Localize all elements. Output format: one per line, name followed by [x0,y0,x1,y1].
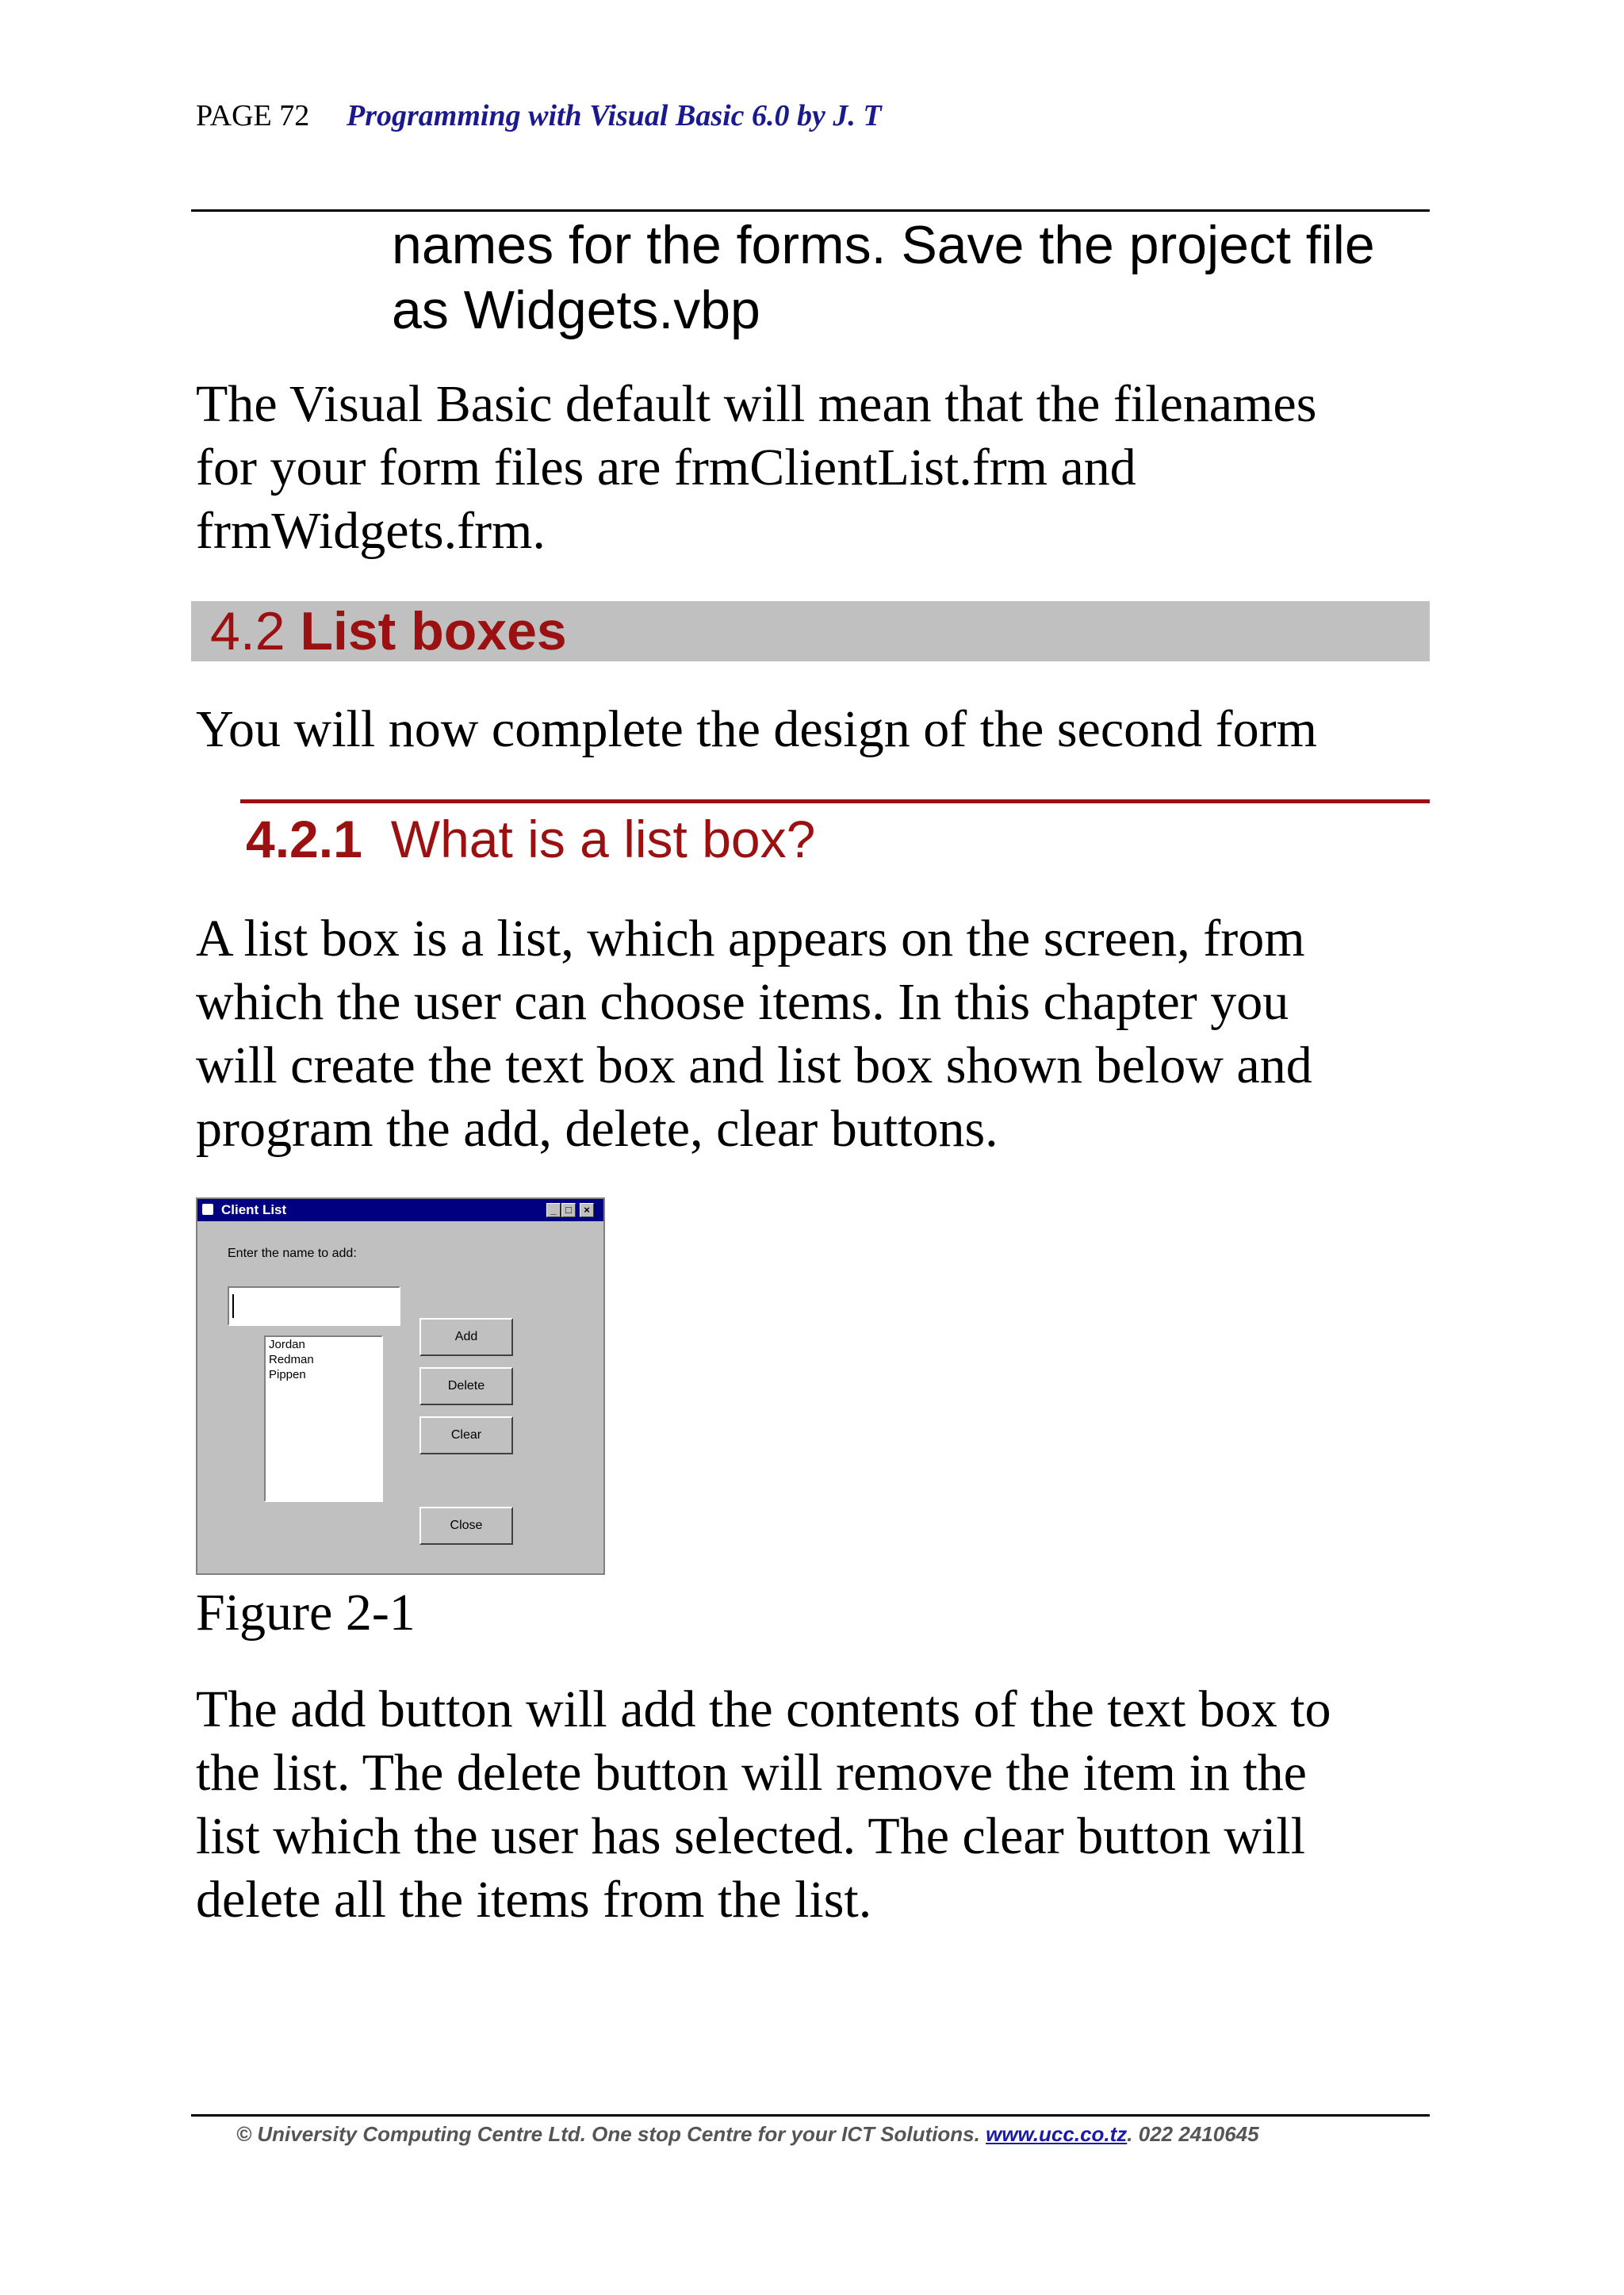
list-item[interactable]: Redman [269,1353,314,1366]
paragraph-button-behaviour: The add button will add the contents of the text box to the list. The delete button will remove the item in the list which the user has selected. The clear button will delete all the items from the list. [196,1680,1331,1929]
name-input[interactable] [228,1286,400,1326]
book-title: Programming with Visual Basic 6.0 by J. T [347,99,882,132]
paragraph-listbox-definition: A list box is a list, which appears on the screen, from which the user can choose items. In this chapter you will create the text box and list box shown below and program the add, delete, clear buttons. [196,910,1312,1158]
footer-rule [191,2114,1430,2117]
clear-button[interactable]: Clear [419,1416,513,1454]
section-heading: 4.2 List boxes [210,601,567,661]
subsection-rule [240,799,1430,803]
page-footer: © University Computing Centre Ltd. One stop Centre for your ICT Solutions. www.ucc.co.tz. 022 2410645 [236,2122,1259,2146]
website-link[interactable]: www.ucc.co.tz [986,2122,1128,2146]
close-icon[interactable]: × [580,1203,594,1217]
add-button[interactable]: Add [419,1318,513,1356]
list-item[interactable]: Pippen [269,1368,306,1381]
subsection-heading: 4.2.1 What is a list box? [246,810,816,868]
paragraph-intro: You will now complete the design of the second form [196,700,1317,758]
close-button[interactable]: Close [419,1507,513,1545]
client-list-window-figure [196,1197,605,1575]
continued-step-text: names for the forms. Save the project file as Widgets.vbp [392,215,1375,340]
delete-button[interactable]: Delete [419,1367,513,1405]
page-number: PAGE 72 [196,99,310,132]
minimize-icon[interactable]: _ [546,1203,561,1217]
app-icon [202,1204,213,1215]
text-caret [232,1294,234,1318]
header-rule [191,209,1430,212]
figure-caption: Figure 2-1 [196,1584,416,1642]
maximize-icon[interactable]: □ [561,1203,576,1217]
window-title-bar: Client List _ □ × [197,1199,603,1221]
client-listbox[interactable] [264,1335,383,1502]
name-prompt-label: Enter the name to add: [228,1247,357,1260]
list-item[interactable]: Jordan [269,1338,305,1351]
paragraph-filenames: The Visual Basic default will mean that the filenames for your form files are frmClientList.frm and frmWidgets.frm. [196,375,1317,560]
